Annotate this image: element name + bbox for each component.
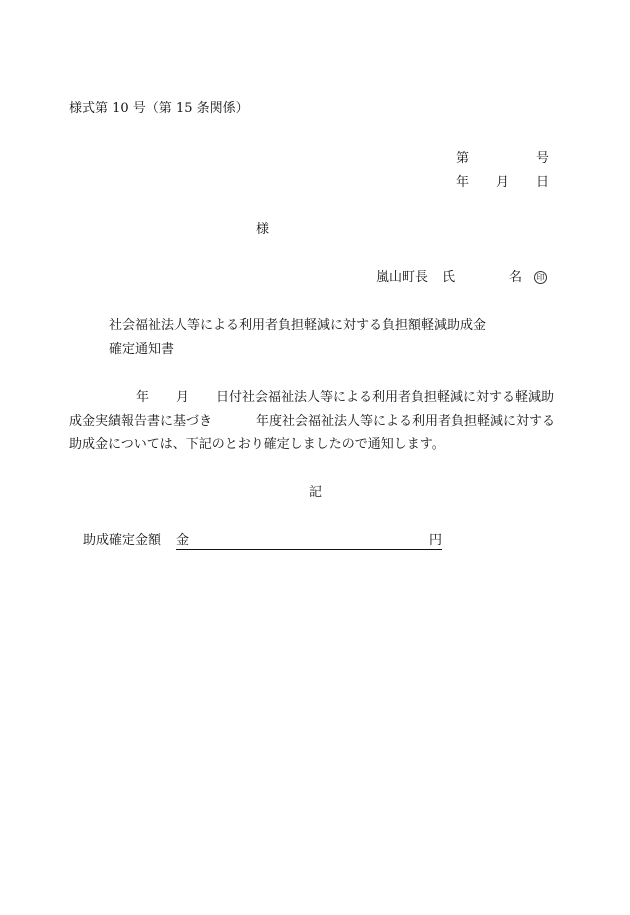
date-year: 年 xyxy=(456,175,470,190)
form-header: 様式第 10 号（第 15 条関係） xyxy=(69,101,249,116)
date-day: 日 xyxy=(536,175,550,190)
doc-number-prefix: 第 xyxy=(456,151,470,166)
body-line1: 日付社会福祉法人等による利用者負担軽減に対する軽減助 xyxy=(216,390,555,405)
seal-mark xyxy=(534,270,547,286)
addressee-suffix: 様 xyxy=(256,222,270,237)
amount-prefix: 金 xyxy=(176,533,190,548)
amount-label: 助成確定金額 xyxy=(83,533,162,548)
date-month: 月 xyxy=(496,175,510,190)
doc-number-suffix: 号 xyxy=(536,151,550,166)
document-title-line1: 社会福祉法人等による利用者負担軽減に対する負担額軽減助成金 xyxy=(109,318,487,333)
body-line3: 助成金については、下記のとおり確定しましたので通知します。 xyxy=(69,437,445,452)
body-year: 年 xyxy=(136,390,150,405)
body-month: 月 xyxy=(176,390,190,405)
amount-line xyxy=(176,533,442,550)
sender-title: 嵐山町長 xyxy=(376,270,429,285)
seal-icon: 印 xyxy=(534,271,547,284)
ki-heading: 記 xyxy=(309,485,323,500)
amount-suffix: 円 xyxy=(428,533,442,548)
sender-name-right: 名 xyxy=(509,270,523,285)
body-line2-b: 年度社会福祉法人等による利用者負担軽減に対する xyxy=(256,414,556,429)
document-title-line2: 確定通知書 xyxy=(109,342,175,357)
sender-name-left: 氏 xyxy=(442,270,456,285)
body-line2-a: 成金実績報告書に基づき xyxy=(69,414,213,429)
